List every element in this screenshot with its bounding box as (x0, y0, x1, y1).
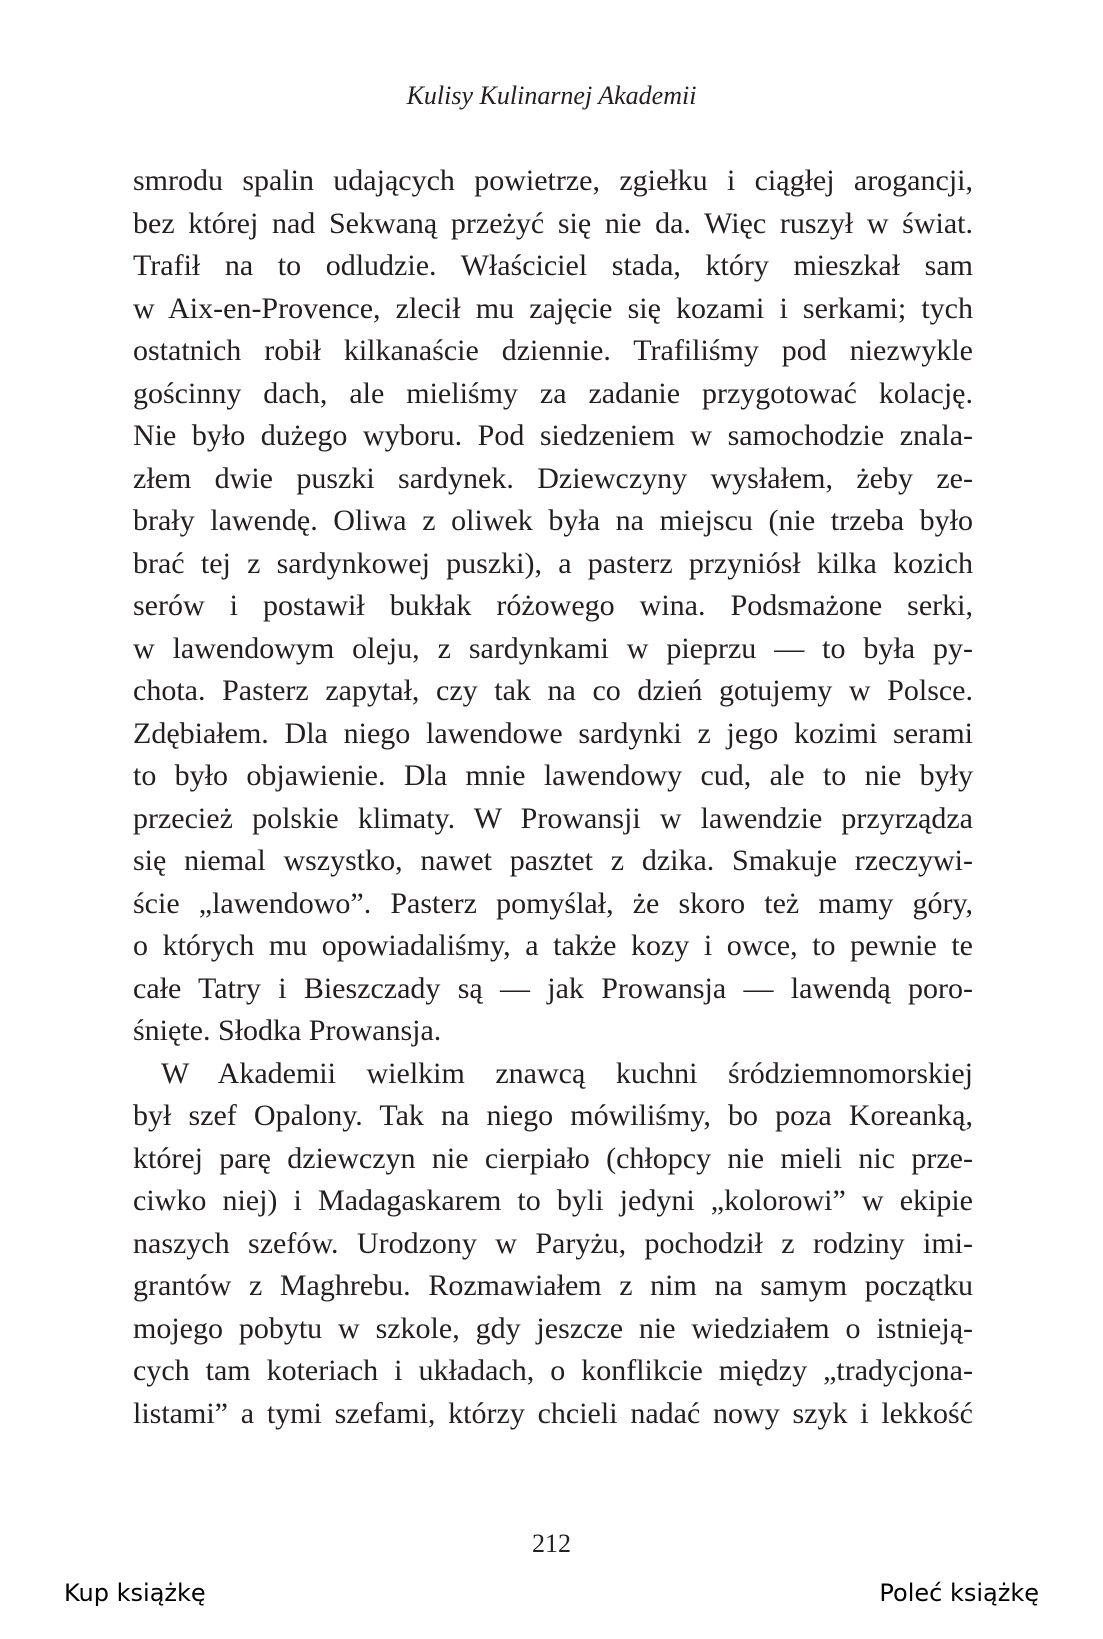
text-line: smrodu spalin udających powietrze, zgiełku i ciągłej arogancji, (133, 164, 973, 197)
text-line: całe Tatry i Bieszczady są — jak Prowansja — lawendą poro- (133, 971, 973, 1005)
text-line: brać tej z sardynkowej puszki), a pasterz przyniósł kilka kozich (133, 546, 973, 580)
page-body-text (133, 160, 973, 1435)
text-line: brały lawendę. Oliwa z oliwek była na miejscu (nie trzeba było (133, 504, 973, 537)
text-line: był szef Opalony. Tak na niego mówiliśmy, bo poza Koreanką, (133, 1099, 973, 1132)
text-line: to było objawienie. Dla mnie lawendowy cud, ale to nie były (133, 759, 973, 792)
text-line: chota. Pasterz zapytał, czy tak na co dzień gotujemy w Polsce. (133, 674, 973, 707)
text-line: mojego pobytu w szkole, gdy jeszcze nie wiedziałem o istnieją- (133, 1311, 973, 1345)
text-line: gościnny dach, ale mieliśmy za zadanie przygotować kolację. (133, 376, 973, 410)
text-line: której parę dziewczyn nie cierpiało (chłopcy nie mieli nic prze- (133, 1141, 973, 1175)
buy-book-link[interactable]: Kup książkę (64, 1579, 206, 1607)
text-line: złem dwie puszki sardynek. Dziewczyny wysłałem, żeby ze- (133, 461, 973, 495)
page-number: 212 (532, 1529, 571, 1558)
text-line: naszych szefów. Urodzony w Paryżu, pochodził z rodziny imi- (133, 1226, 973, 1260)
text-line: ostatnich robił kilkanaście dziennie. Trafiliśmy pod niezwykle (133, 334, 973, 367)
text-line: Nie było dużego wyboru. Pod siedzeniem w samochodzie znala- (133, 419, 973, 452)
text-line: w Aix-en-Provence, zlecił mu zajęcie się kozami i serkami; tych (133, 291, 973, 325)
text-line: o których mu opowiadaliśmy, a także kozy i owce, to pewnie te (133, 929, 973, 962)
paragraph-start-line: W Akademii wielkim znawcą kuchni śródziemnomorskiej (161, 1056, 973, 1090)
running-header: Kulisy Kulinarnej Akademii (406, 81, 697, 110)
text-line: się niemal wszystko, nawet pasztet z dzika. Smakuje rzeczywi- (133, 844, 973, 877)
text-line: ście „lawendowo”. Pasterz pomyślał, że skoro też mamy góry, (133, 886, 973, 920)
text-line: serów i postawił bukłak różowego wina. Podsmażone serki, (133, 589, 973, 622)
text-line: bez której nad Sekwaną przeżyć się nie da. Więc ruszył w świat. (133, 206, 973, 240)
text-line: ciwko niej) i Madagaskarem to byli jedyni „kolorowi” w ekipie (133, 1184, 973, 1217)
text-line: listami” a tymi szefami, którzy chcieli nadać nowy szyk i lekkość (133, 1396, 973, 1430)
recommend-book-link[interactable]: Poleć książkę (879, 1579, 1039, 1607)
text-line: grantów z Maghrebu. Rozmawiałem z nim na samym początku (133, 1269, 973, 1302)
text-line: Trafił na to odludzie. Właściciel stada, który mieszkał sam (133, 249, 973, 282)
text-line: cych tam koteriach i układach, o konflikcie między „tradycjona- (133, 1354, 973, 1387)
text-line: w lawendowym oleju, z sardynkami w pieprzu — to była py- (133, 631, 973, 665)
text-line: Zdębiałem. Dla niego lawendowe sardynki z jego kozimi serami (133, 716, 973, 750)
paragraph-end-line: śnięte. Słodka Prowansja. (133, 1014, 442, 1047)
text-line: przecież polskie klimaty. W Prowansji w lawendzie przyrządza (133, 801, 973, 835)
